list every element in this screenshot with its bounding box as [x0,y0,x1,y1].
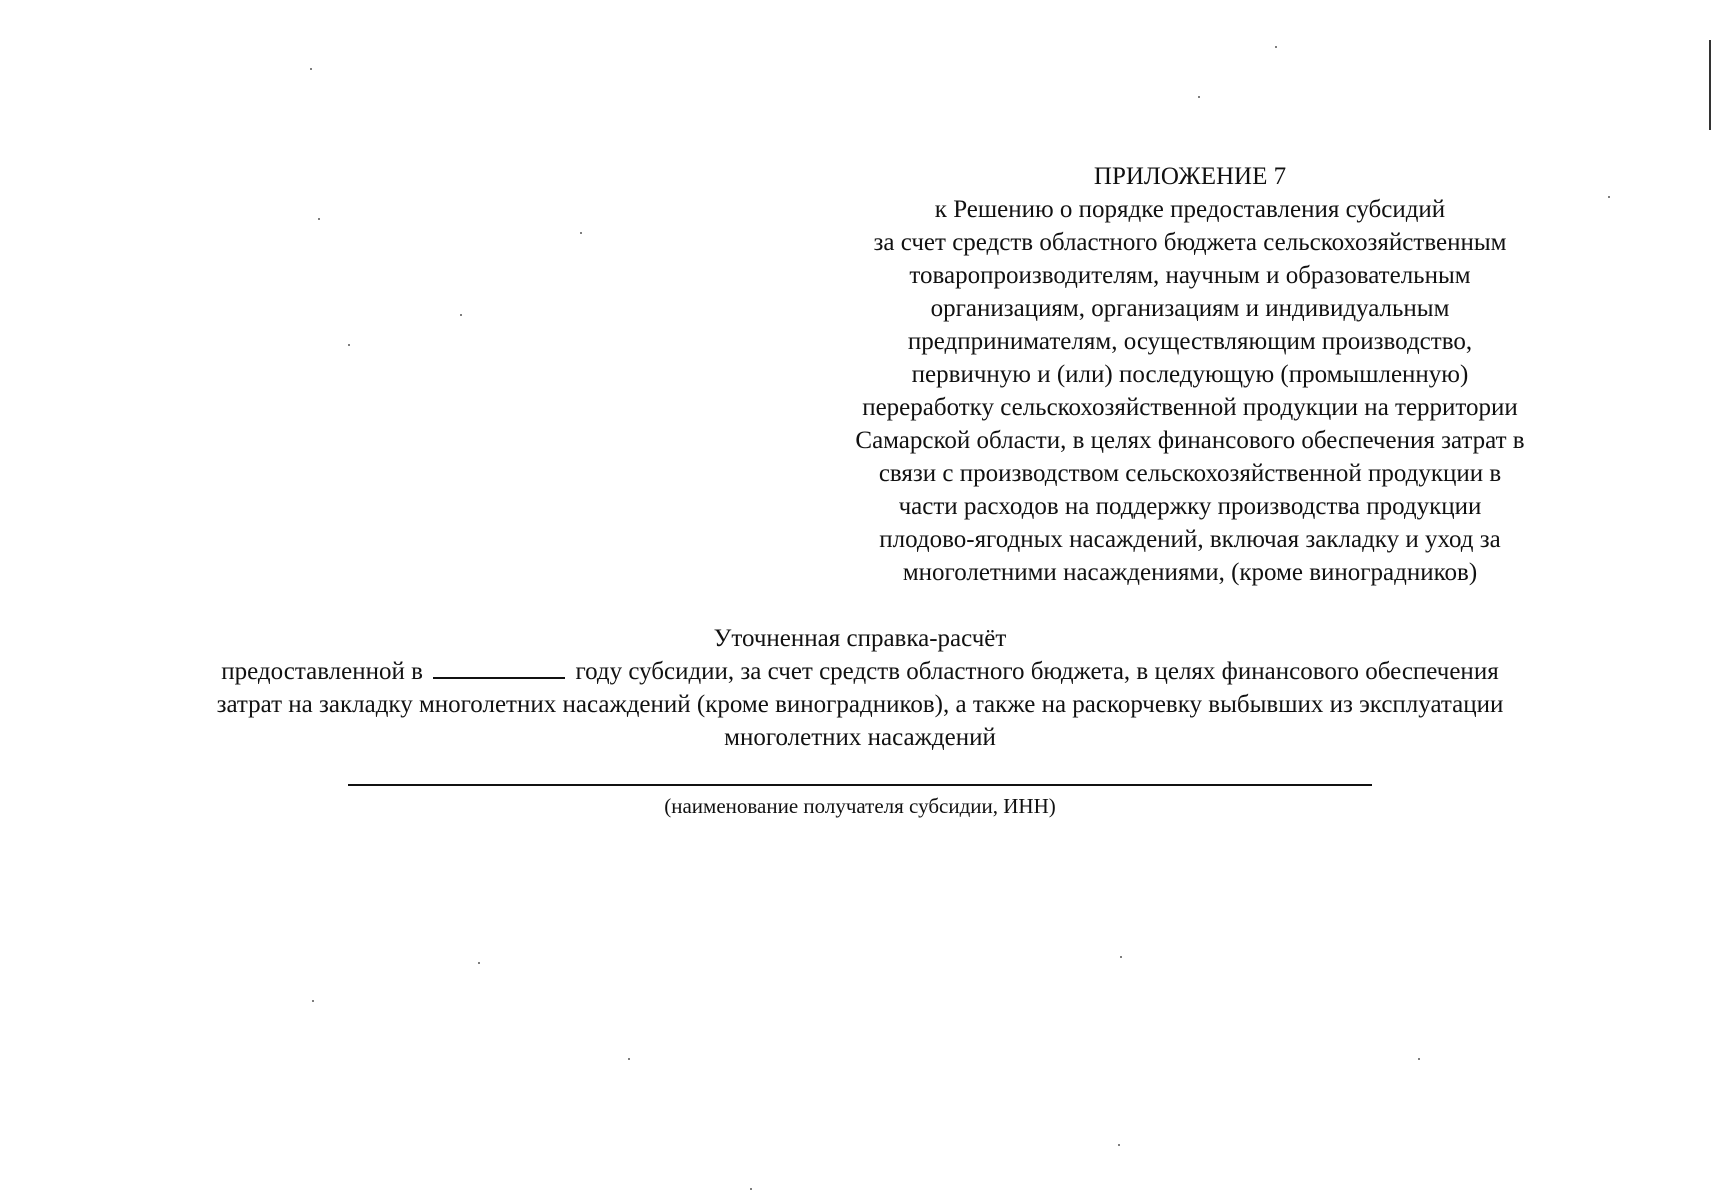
recipient-name-line[interactable] [348,784,1372,786]
appendix-title: ПРИЛОЖЕНИЕ 7 [1093,163,1287,190]
scan-speck [1198,96,1200,98]
appendix-line: организациям, организациям и индивидуальным [930,295,1450,322]
heading-line-1-end: году субсидии, за счет средств областного бюджета, в целях финансового обеспечения [575,658,1499,685]
appendix-line: предпринимателям, осуществляющим производство, [907,328,1473,355]
scan-speck [1275,46,1277,48]
appendix-line: части расходов на поддержку производства продукции [898,493,1482,520]
scan-speck [460,314,462,316]
heading-line-1 [60,655,1660,688]
heading-line-1-start: предоставленной в [221,658,423,685]
heading-line-2: затрат на закладку многолетних насаждений (кроме виноградников), а также на раскорчевку выбывших из эксплуатации [216,691,1504,718]
appendix-line: товаропроизводителям, научным и образовательным [909,262,1471,289]
appendix-block [770,160,1610,589]
scan-speck [478,962,480,964]
scan-speck [750,1188,752,1190]
appendix-line: первичную и (или) последующую (промышленную) [911,361,1469,388]
scan-speck [312,1000,314,1002]
heading-title: Уточненная справка-расчёт [713,625,1007,652]
document-heading [60,622,1660,754]
appendix-line: переработку сельскохозяйственной продукции на территории [862,394,1518,421]
year-blank-field[interactable] [433,655,565,679]
scan-edge-mark [1709,40,1711,130]
scan-speck [348,344,350,346]
appendix-line: Самарской области, в целях финансового обеспечения затрат в [855,427,1525,454]
scan-speck [580,232,582,234]
appendix-line: плодово-ягодных насаждений, включая закладку и уход за [879,526,1501,553]
appendix-line: связи с производством сельскохозяйственной продукции в [878,460,1502,487]
scan-speck [1418,1058,1420,1060]
heading-line-3: многолетних насаждений [724,724,996,751]
scan-speck [310,68,312,70]
scan-speck [628,1058,630,1060]
appendix-line: к Решению о порядке предоставления субсидий [934,196,1446,223]
appendix-line: за счет средств областного бюджета сельскохозяйственным [873,229,1507,256]
scan-speck [1118,1144,1120,1146]
scan-speck [1120,956,1122,958]
scan-speck [318,218,320,220]
recipient-caption: (наименование получателя субсидии, ИНН) [664,794,1056,818]
appendix-line: многолетними насаждениями, (кроме виноградников) [902,559,1478,586]
